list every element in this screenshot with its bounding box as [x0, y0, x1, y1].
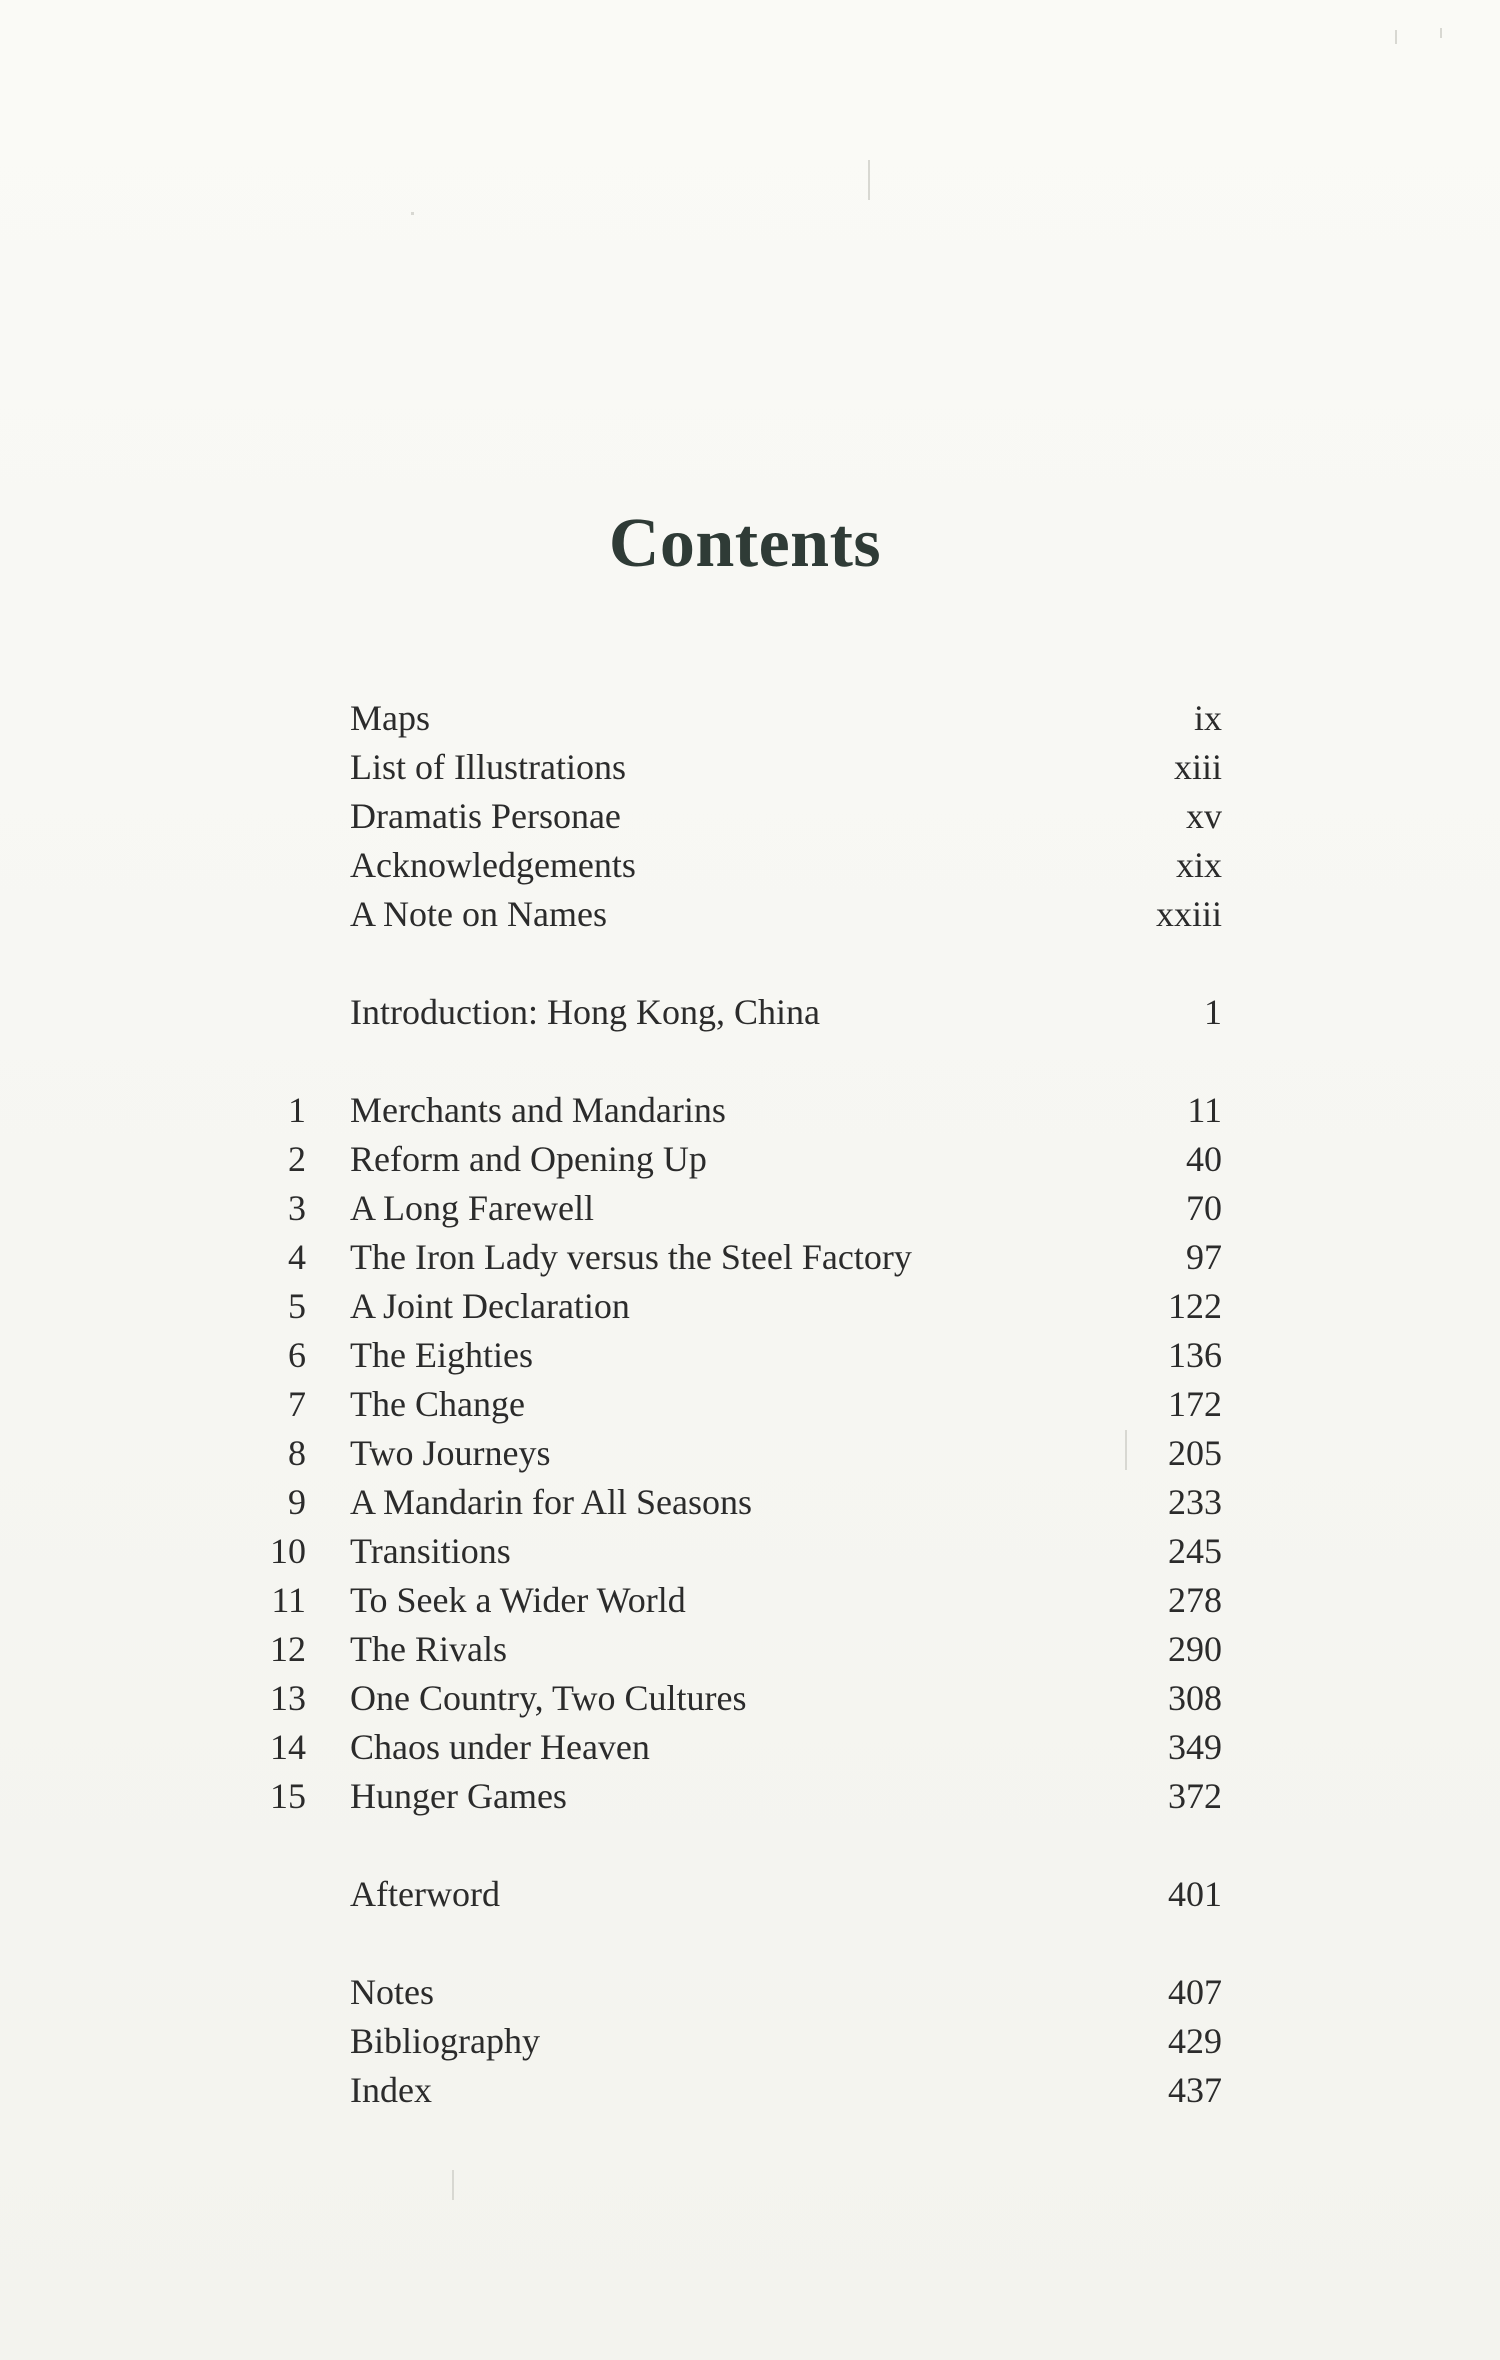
entry-title: Two Journeys	[350, 1433, 551, 1473]
entry-page: 245	[1168, 1531, 1222, 1571]
entry-title: A Long Farewell	[350, 1188, 594, 1228]
toc-entry-list-of-illustrations	[0, 742, 1500, 792]
entry-title: Dramatis Personae	[350, 796, 621, 836]
toc-entry-introduction	[0, 987, 1500, 1037]
toc-chapter-15	[0, 1771, 1500, 1821]
entry-title: Bibliography	[350, 2021, 540, 2061]
entry-title: Transitions	[350, 1531, 511, 1571]
entry-page: 290	[1168, 1629, 1222, 1669]
chapter-number: 13	[270, 1678, 306, 1718]
toc-chapter-10	[0, 1526, 1500, 1576]
toc-entry-notes	[0, 1967, 1500, 2017]
toc-entry-index	[0, 2065, 1500, 2115]
toc-chapter-14	[0, 1722, 1500, 1772]
entry-title: Reform and Opening Up	[350, 1139, 707, 1179]
entry-title: One Country, Two Cultures	[350, 1678, 747, 1718]
entry-page: 11	[1187, 1090, 1222, 1130]
entry-page: ix	[1193, 698, 1222, 738]
entry-page: 308	[1168, 1678, 1222, 1718]
toc-chapter-13	[0, 1673, 1500, 1723]
chapter-number: 14	[270, 1727, 306, 1767]
entry-title: To Seek a Wider World	[350, 1580, 686, 1620]
toc-chapter-5	[0, 1281, 1500, 1331]
entry-page: 97	[1186, 1237, 1222, 1277]
entry-title: Chaos under Heaven	[350, 1727, 650, 1767]
entry-title: Notes	[350, 1972, 434, 2012]
entry-title: Merchants and Mandarins	[350, 1090, 726, 1130]
toc-chapter-3	[0, 1183, 1500, 1233]
toc-chapter-7	[0, 1379, 1500, 1429]
entry-page: 172	[1168, 1384, 1222, 1424]
entry-page: 136	[1168, 1335, 1222, 1375]
chapter-number: 7	[288, 1384, 306, 1424]
chapter-number: 1	[288, 1090, 306, 1130]
entry-title: The Rivals	[350, 1629, 507, 1669]
entry-page: xix	[1175, 845, 1222, 885]
chapter-number: 3	[288, 1188, 306, 1228]
entry-title: The Iron Lady versus the Steel Factory	[350, 1237, 912, 1277]
toc-chapter-11	[0, 1575, 1500, 1625]
entry-title: A Joint Declaration	[350, 1286, 630, 1326]
chapter-number: 6	[288, 1335, 306, 1375]
entry-title: List of Illustrations	[350, 747, 626, 787]
entry-page: xiii	[1173, 747, 1222, 787]
chapter-number: 11	[271, 1580, 306, 1620]
entry-page: 437	[1168, 2070, 1222, 2110]
entry-page: xv	[1186, 796, 1222, 836]
chapter-number: 10	[270, 1531, 306, 1571]
entry-page: 349	[1168, 1727, 1222, 1767]
entry-page: 122	[1168, 1286, 1222, 1326]
entry-title: Hunger Games	[350, 1776, 567, 1816]
chapter-number: 4	[288, 1237, 306, 1277]
chapter-number: 15	[270, 1776, 306, 1816]
entry-page: 278	[1168, 1580, 1222, 1620]
toc-entry-maps	[0, 693, 1500, 743]
toc-chapter-6	[0, 1330, 1500, 1380]
entry-page: 40	[1186, 1139, 1222, 1179]
toc-entry-afterword	[0, 1869, 1500, 1919]
toc-chapter-9	[0, 1477, 1500, 1527]
entry-page: 401	[1168, 1874, 1222, 1914]
entry-page: 233	[1168, 1482, 1222, 1522]
toc-entry-dramatis-personae	[0, 791, 1500, 841]
entry-page: 429	[1168, 2021, 1222, 2061]
entry-page: 372	[1168, 1776, 1222, 1816]
entry-title: Index	[350, 2070, 432, 2110]
entry-title: Introduction: Hong Kong, China	[350, 992, 820, 1032]
entry-title: Acknowledgements	[350, 845, 636, 885]
chapter-number: 9	[288, 1482, 306, 1522]
chapter-number: 8	[288, 1433, 306, 1473]
toc-entry-acknowledgements	[0, 840, 1500, 890]
entry-title: The Change	[350, 1384, 525, 1424]
toc-entry-bibliography	[0, 2016, 1500, 2066]
entry-page: xxiii	[1155, 894, 1222, 934]
entry-title: Maps	[350, 698, 430, 738]
toc-entry-note-on-names	[0, 889, 1500, 939]
toc-chapter-2	[0, 1134, 1500, 1184]
entry-page: 70	[1186, 1188, 1222, 1228]
entry-title: Afterword	[350, 1874, 500, 1914]
entry-page: 205	[1168, 1433, 1222, 1473]
entry-page: 1	[1204, 992, 1222, 1032]
chapter-number: 12	[270, 1629, 306, 1669]
toc-chapter-8	[0, 1428, 1500, 1478]
entry-title: A Mandarin for All Seasons	[350, 1482, 752, 1522]
entry-page: 407	[1168, 1972, 1222, 2012]
toc-chapter-12	[0, 1624, 1500, 1674]
toc-chapter-4	[0, 1232, 1500, 1282]
page-title: Contents	[608, 504, 882, 582]
chapter-number: 5	[288, 1286, 306, 1326]
entry-title: The Eighties	[350, 1335, 533, 1375]
chapter-number: 2	[288, 1139, 306, 1179]
toc-chapter-1	[0, 1085, 1500, 1135]
entry-title: A Note on Names	[350, 894, 607, 934]
